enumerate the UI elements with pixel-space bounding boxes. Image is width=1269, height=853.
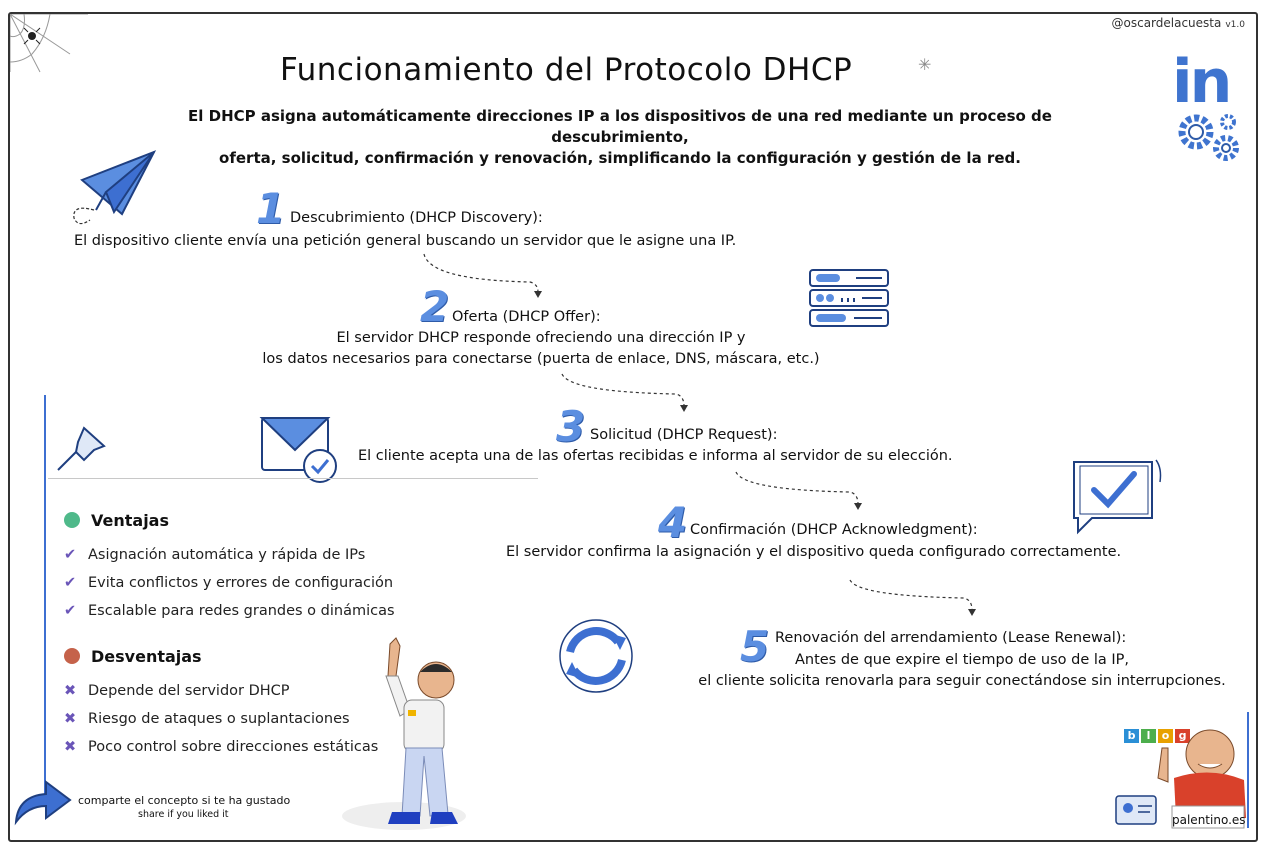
connector-3-4 (736, 472, 858, 504)
step-2-title: Oferta (DHCP Offer): (452, 309, 601, 325)
chat-check-icon (1068, 458, 1166, 538)
advantage-item: ✔ Evita conflictos y errores de configuración (64, 575, 394, 591)
left-accent-line (44, 395, 46, 795)
step-4-title: Confirmación (DHCP Acknowledgment): (690, 522, 978, 538)
step-2-desc: El servidor DHCP responde ofreciendo una dirección IP y los datos necesarios para conectarse (puerta de enlace, DNS, máscara, etc.) (262, 330, 820, 367)
disadvantages-dot-icon (64, 648, 80, 664)
step-1-title: Descubrimiento (DHCP Discovery): (290, 210, 543, 226)
disadvantage-item: ✖ Depende del servidor DHCP (64, 683, 290, 699)
step-1-number: 1 (256, 184, 286, 233)
site-name[interactable]: palentino.es (1172, 813, 1246, 827)
connector-4-5 (850, 580, 972, 610)
renewal-icon (548, 616, 644, 698)
cross-icon: ✖ (64, 683, 77, 699)
sparkle-icon: ✳ (918, 55, 932, 74)
check-icon: ✔ (64, 547, 77, 563)
disadvantage-item: ✖ Poco control sobre direcciones estáticas (64, 739, 379, 755)
step-4-desc: El servidor confirma la asignación y el dispositivo queda configurado correctamente. (506, 544, 1122, 560)
envelope-check-icon (258, 414, 342, 486)
advantages-dot-icon (64, 512, 80, 528)
cross-icon: ✖ (64, 711, 77, 727)
share-text-es: comparte el concepto si te ha gustado (78, 794, 291, 807)
advantages-title: Ventajas (91, 511, 169, 530)
check-icon: ✔ (64, 575, 77, 591)
page-title: Funcionamiento del Protocolo DHCP (280, 52, 853, 88)
step-5-number: 5 (740, 622, 770, 671)
step-5-title: Renovación del arrendamiento (Lease Renewal): (775, 630, 1127, 646)
step-3-title: Solicitud (DHCP Request): (590, 427, 778, 443)
connector-1-2 (424, 254, 538, 292)
step-2-number: 2 (420, 282, 450, 331)
blog-badge[interactable]: b l o g (1124, 724, 1192, 743)
advantage-item: ✔ Escalable para redes grandes o dinámicas (64, 603, 395, 619)
check-icon: ✔ (64, 603, 77, 619)
step-3-desc: El cliente acepta una de las ofertas recibidas e informa al servidor de su elección. (358, 448, 953, 464)
section-divider (48, 478, 538, 479)
disadvantages-title: Desventajas (91, 647, 202, 666)
author-handle: @oscardelacuesta v1.0 (1111, 16, 1245, 30)
cross-icon: ✖ (64, 739, 77, 755)
disadvantage-item: ✖ Riesgo de ataques o suplantaciones (64, 711, 350, 727)
step-5-desc: Antes de que expire el tiempo de uso de la IP, el cliente solicita renovarla para seguir conectándose sin interrupciones. (698, 652, 1226, 689)
share-text-en: share if you liked it (138, 809, 229, 820)
share-arrow-icon[interactable] (12, 778, 74, 826)
pushpin-icon (54, 424, 108, 474)
step-4-number: 4 (658, 498, 688, 547)
pointing-figure-illustration (340, 636, 470, 832)
connector-2-3 (562, 374, 684, 406)
step-1-desc: El dispositivo cliente envía una petición general buscando un servidor que le asigne una IP. (74, 233, 737, 249)
step-3-number: 3 (556, 402, 586, 451)
intro-text: El DHCP asigna automáticamente direcciones IP a los dispositivos de una red mediante un proceso de descubrimiento, oferta, solicitud, confirmación y renovación, simplificando la configuración y gestión de la red. (188, 107, 1052, 167)
server-icon (806, 268, 892, 330)
linkedin-icon[interactable]: in (1172, 47, 1230, 117)
advantage-item: ✔ Asignación automática y rápida de IPs (64, 547, 366, 563)
